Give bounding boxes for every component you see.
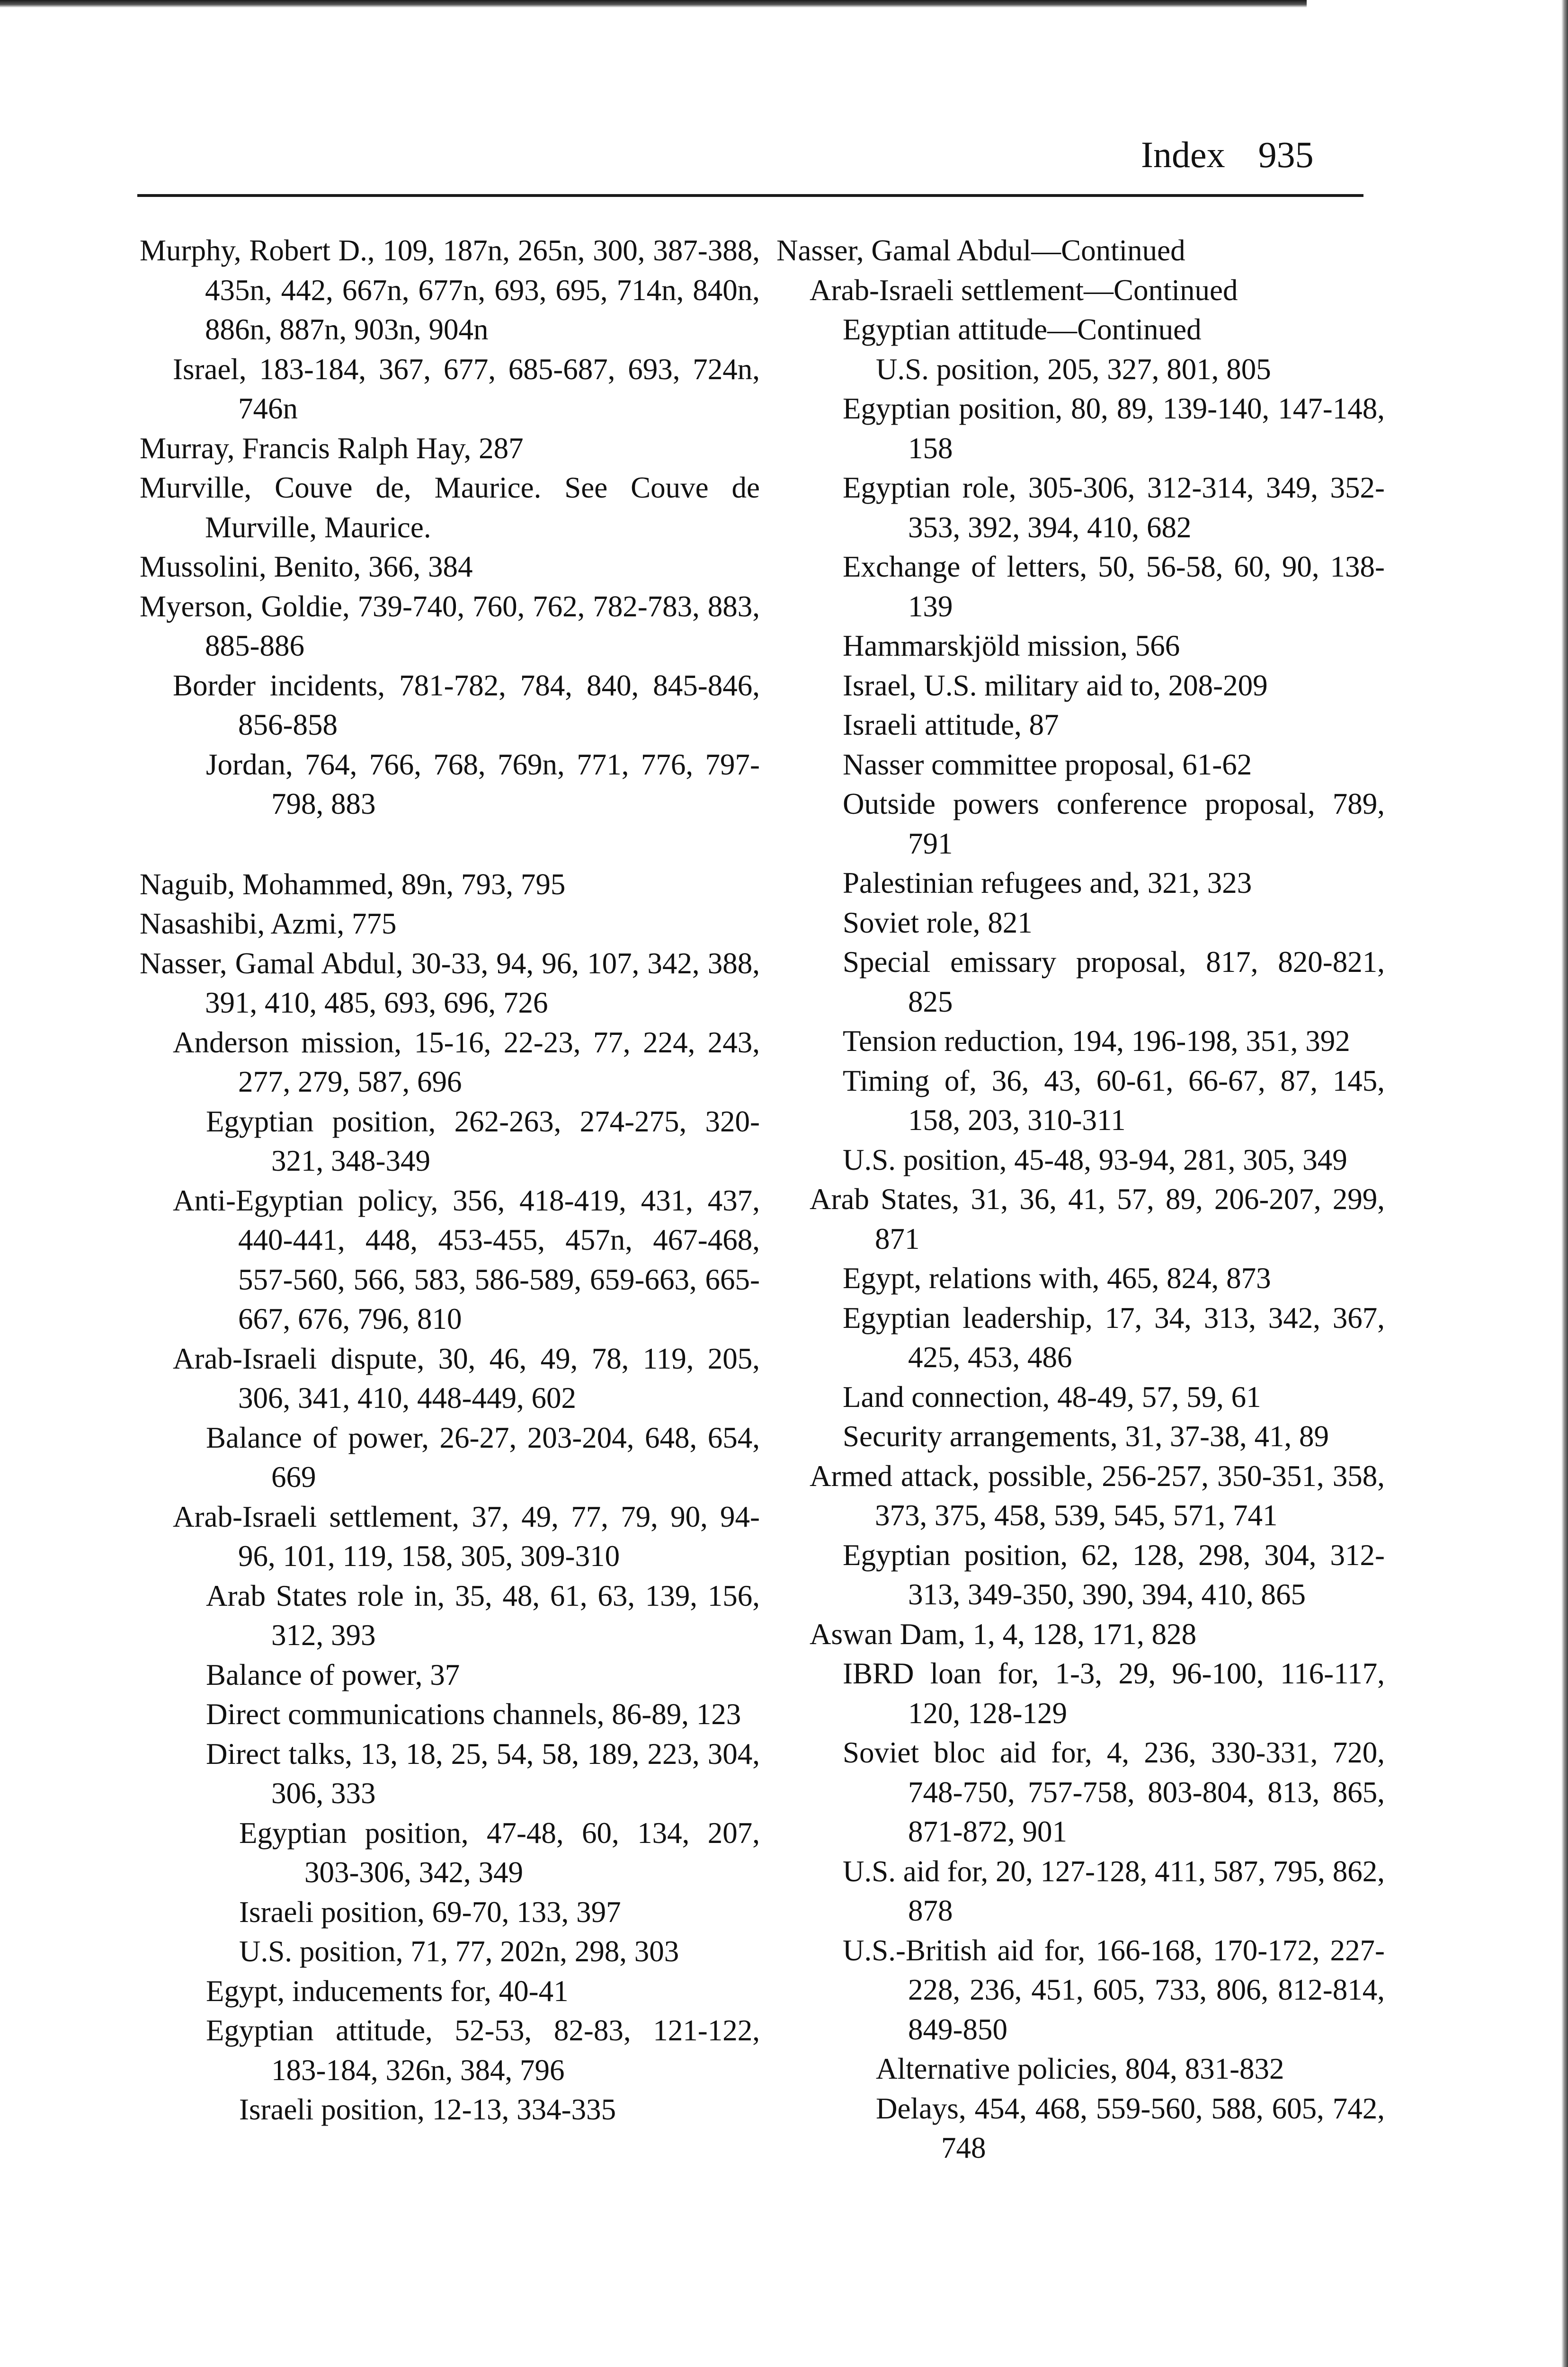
index-entry: Border incidents, 781-782, 784, 840, 845-846, 856-858 [173,668,760,741]
index-entry: Arab-Israeli settlement, 37, 49, 77, 79, 90, 94-96, 101, 119, 158, 305, 309-310 [173,1500,760,1573]
index-entry: Nasashibi, Azmi, 775 [140,907,397,940]
index-entry: IBRD loan for, 1-3, 29, 96-100, 116-117, 120, 128-129 [843,1657,1385,1730]
index-entry: Delays, 454, 468, 559-560, 588, 605, 742, 748 [876,2091,1385,2164]
index-entry: Murphy, Robert D., 109, 187n, 265n, 300, 387-388, 435n, 442, 667n, 677n, 693, 695, 714n, 840n, 886n, 887n, 903n, 904n [140,234,760,346]
index-entry: Egyptian position, 47-48, 60, 134, 207, 303-306, 342, 349 [239,1816,760,1889]
running-header [1141,136,1314,173]
index-entry: Israeli attitude, 87 [843,708,1059,741]
index-entry: Tension reduction, 194, 196-198, 351, 392 [843,1024,1350,1058]
index-entry: Egyptian role, 305-306, 312-314, 349, 352-353, 392, 394, 410, 682 [843,471,1385,544]
index-entry: Aswan Dam, 1, 4, 128, 171, 828 [810,1617,1197,1651]
index-entry: Myerson, Goldie, 739-740, 760, 762, 782-783, 883, 885-886 [140,589,760,662]
index-entry: Exchange of letters, 50, 56-58, 60, 90, 138-139 [843,550,1385,623]
header-title: Index [1141,134,1225,175]
index-entry: Nasser, Gamal Abdul—Continued [776,234,1185,267]
index-entry: Direct talks, 13, 18, 25, 54, 58, 189, 223, 304, 306, 333 [206,1737,760,1810]
index-entry: Anti-Egyptian policy, 356, 418-419, 431, 437, 440-441, 448, 453-455, 457n, 467-468, 557-560, 566, 583, 586-589, 659-663, 665-667, 676, 796, 810 [173,1184,760,1335]
index-entry: Arab States role in, 35, 48, 61, 63, 139, 156, 312, 393 [206,1579,760,1652]
index-entry: Israel, U.S. military aid to, 208-209 [843,668,1268,702]
scan-top-shadow [0,0,1307,8]
index-entry: Mussolini, Benito, 366, 384 [140,550,473,583]
index-entry: Palestinian refugees and, 321, 323 [843,866,1252,899]
index-entry: U.S. position, 45-48, 93-94, 281, 305, 349 [843,1143,1347,1176]
right-index-column [776,231,1385,2168]
index-entry: Outside powers conference proposal, 789, 791 [843,787,1385,860]
index-entry: Murville, Couve de, Maurice. See Couve de Murville, Maurice. [140,471,760,544]
index-entry: Anderson mission, 15-16, 22-23, 77, 224, 243, 277, 279, 587, 696 [173,1025,760,1098]
index-entry: Naguib, Mohammed, 89n, 793, 795 [140,867,566,901]
index-entry: Hammarskjöld mission, 566 [843,629,1180,662]
index-entry: Land connection, 48-49, 57, 59, 61 [843,1380,1261,1414]
index-entry: Jordan, 764, 766, 768, 769n, 771, 776, 797-798, 883 [206,747,760,820]
index-entry: Israeli position, 69-70, 133, 397 [239,1895,621,1929]
index-entry: U.S. aid for, 20, 127-128, 411, 587, 795, 862, 878 [843,1854,1385,1927]
index-entry: Armed attack, possible, 256-257, 350-351, 358, 373, 375, 458, 539, 545, 571, 741 [810,1459,1385,1532]
index-entry: Direct communications channels, 86-89, 123 [206,1698,741,1731]
index-entry: Arab-Israeli dispute, 30, 46, 49, 78, 119, 205, 306, 341, 410, 448-449, 602 [173,1342,760,1415]
index-entry: Special emissary proposal, 817, 820-821, 825 [843,945,1385,1018]
index-entry: Egyptian position, 262-263, 274-275, 320-321, 348-349 [206,1104,760,1177]
left-index-column [140,231,760,2130]
index-entry: Egyptian attitude—Continued [843,313,1202,346]
index-entry: Balance of power, 26-27, 203-204, 648, 654, 669 [206,1421,760,1494]
index-entry: Israeli position, 12-13, 334-335 [239,2093,616,2126]
index-entry: Timing of, 36, 43, 60-61, 66-67, 87, 145, 158, 203, 310-311 [843,1064,1385,1137]
index-entry: U.S. position, 71, 77, 202n, 298, 303 [239,1935,679,1968]
index-entry: Arab-Israeli settlement—Continued [810,273,1238,307]
index-entry: Soviet bloc aid for, 4, 236, 330-331, 720, 748-750, 757-758, 803-804, 813, 865, 871-872, 901 [843,1736,1385,1848]
index-letter-gap [140,824,760,865]
index-entry: Egyptian position, 80, 89, 139-140, 147-148, 158 [843,392,1385,465]
index-entry: Egypt, relations with, 465, 824, 873 [843,1262,1271,1295]
index-entry: Israel, 183-184, 367, 677, 685-687, 693, 724n, 746n [173,352,760,425]
index-entry: Nasser, Gamal Abdul, 30-33, 94, 96, 107, 342, 388, 391, 410, 485, 693, 696, 726 [140,946,760,1019]
index-entry: Egyptian leadership, 17, 34, 313, 342, 367, 425, 453, 486 [843,1301,1385,1374]
index-entry: Soviet role, 821 [843,906,1033,939]
index-entry: Balance of power, 37 [206,1658,460,1691]
index-entry: Egyptian attitude, 52-53, 82-83, 121-122, 183-184, 326n, 384, 796 [206,2014,760,2087]
index-entry: Alternative policies, 804, 831-832 [876,2052,1284,2085]
page-number: 935 [1258,134,1314,175]
index-entry: Arab States, 31, 36, 41, 57, 89, 206-207, 299, 871 [810,1183,1385,1255]
index-entry: U.S. position, 205, 327, 801, 805 [876,352,1271,386]
index-entry: Nasser committee proposal, 61-62 [843,747,1252,781]
scan-right-edge [1561,0,1568,2367]
header-rule [137,194,1363,197]
index-entry: Egypt, inducements for, 40-41 [206,1974,569,2008]
index-entry: Egyptian position, 62, 128, 298, 304, 312-313, 349-350, 390, 394, 410, 865 [843,1538,1385,1611]
index-entry: Murray, Francis Ralph Hay, 287 [140,431,524,465]
index-entry: Security arrangements, 31, 37-38, 41, 89 [843,1420,1329,1453]
index-entry: U.S.-British aid for, 166-168, 170-172, 227-228, 236, 451, 605, 733, 806, 812-814, 849-850 [843,1933,1385,2046]
